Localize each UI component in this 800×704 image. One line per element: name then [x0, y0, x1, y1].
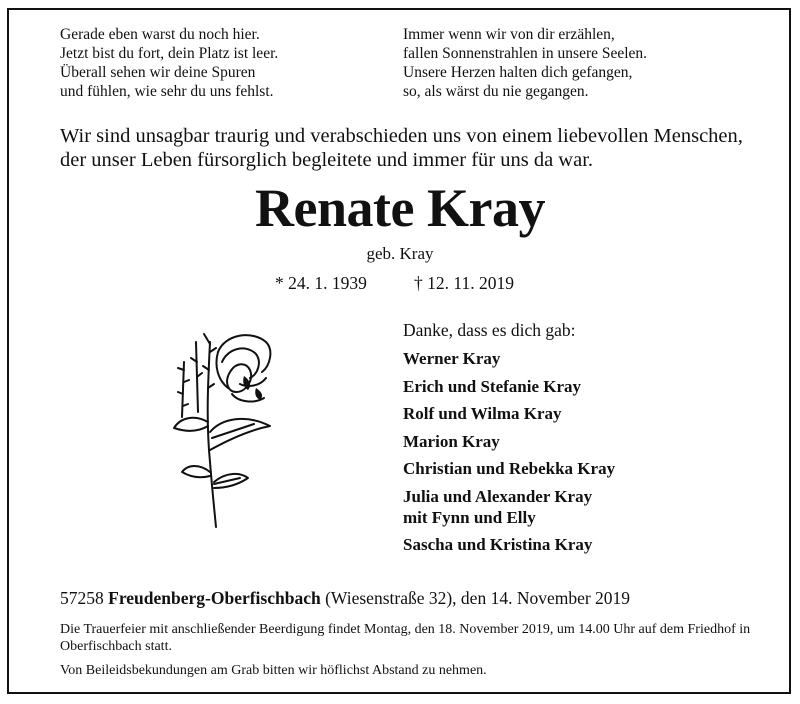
town-name: Freudenberg-Oberfischbach: [108, 588, 321, 608]
poem-line: Gerade eben warst du noch hier.: [60, 26, 260, 43]
death-date: † 12. 11. 2019: [414, 273, 514, 293]
list-item: Werner Kray: [403, 349, 501, 368]
poem-line: Überall sehen wir deine Spuren: [60, 64, 256, 81]
address-date: (Wiesenstraße 32), den 14. November 2019: [320, 588, 631, 608]
list-item-line: Julia und Alexander Kray: [403, 486, 593, 506]
list-item: Rolf und Wilma Kray: [403, 404, 562, 423]
funeral-info: Die Trauerfeier mit anschließender Beerdigung findet Montag, den 18. November 2019, um 14.00 Uhr auf dem Friedhof in Oberfischbach statt.: [60, 622, 751, 654]
mourners-list: [403, 348, 615, 562]
poem-left: [60, 25, 278, 101]
list-item: Marion Kray: [403, 431, 500, 451]
deceased-name: Renate Kray: [255, 178, 545, 238]
intro-text: Wir sind unsagbar traurig und verabschieden uns von einem liebevollen Menschen, der unser Leben fürsorglich begleitete und immer für uns da war.: [60, 125, 743, 171]
list-item: [403, 486, 615, 528]
poem-line: Immer wenn wir von dir erzählen,: [403, 26, 615, 43]
poem-line: Unsere Herzen halten dich gefangen,: [403, 64, 633, 81]
poem-line: so, als wärst du nie gegangen.: [403, 83, 589, 100]
rose-illustration: [170, 322, 290, 532]
thanks-line: Danke, dass es dich gab:: [403, 320, 576, 340]
poem-line: Jetzt bist du fort, dein Platz ist leer.: [60, 45, 279, 62]
poem-line: und fühlen, wie sehr du uns fehlst.: [60, 83, 274, 100]
place-date-line: [60, 587, 630, 609]
list-item: Sascha und Kristina Kray: [403, 535, 593, 554]
list-item-line: mit Fynn und Elly: [403, 507, 536, 527]
zip-code: 57258: [60, 588, 104, 608]
birth-date: * 24. 1. 1939: [275, 273, 367, 293]
condolence-note: Von Beileidsbekundungen am Grab bitten wir höflichst Abstand zu nehmen.: [60, 663, 487, 678]
poem-line: fallen Sonnenstrahlen in unsere Seelen.: [403, 45, 648, 62]
poem-right: [403, 25, 647, 101]
birth-name: geb. Kray: [366, 244, 434, 263]
list-item: Erich und Stefanie Kray: [403, 376, 582, 396]
list-item: Christian und Rebekka Kray: [403, 459, 616, 478]
